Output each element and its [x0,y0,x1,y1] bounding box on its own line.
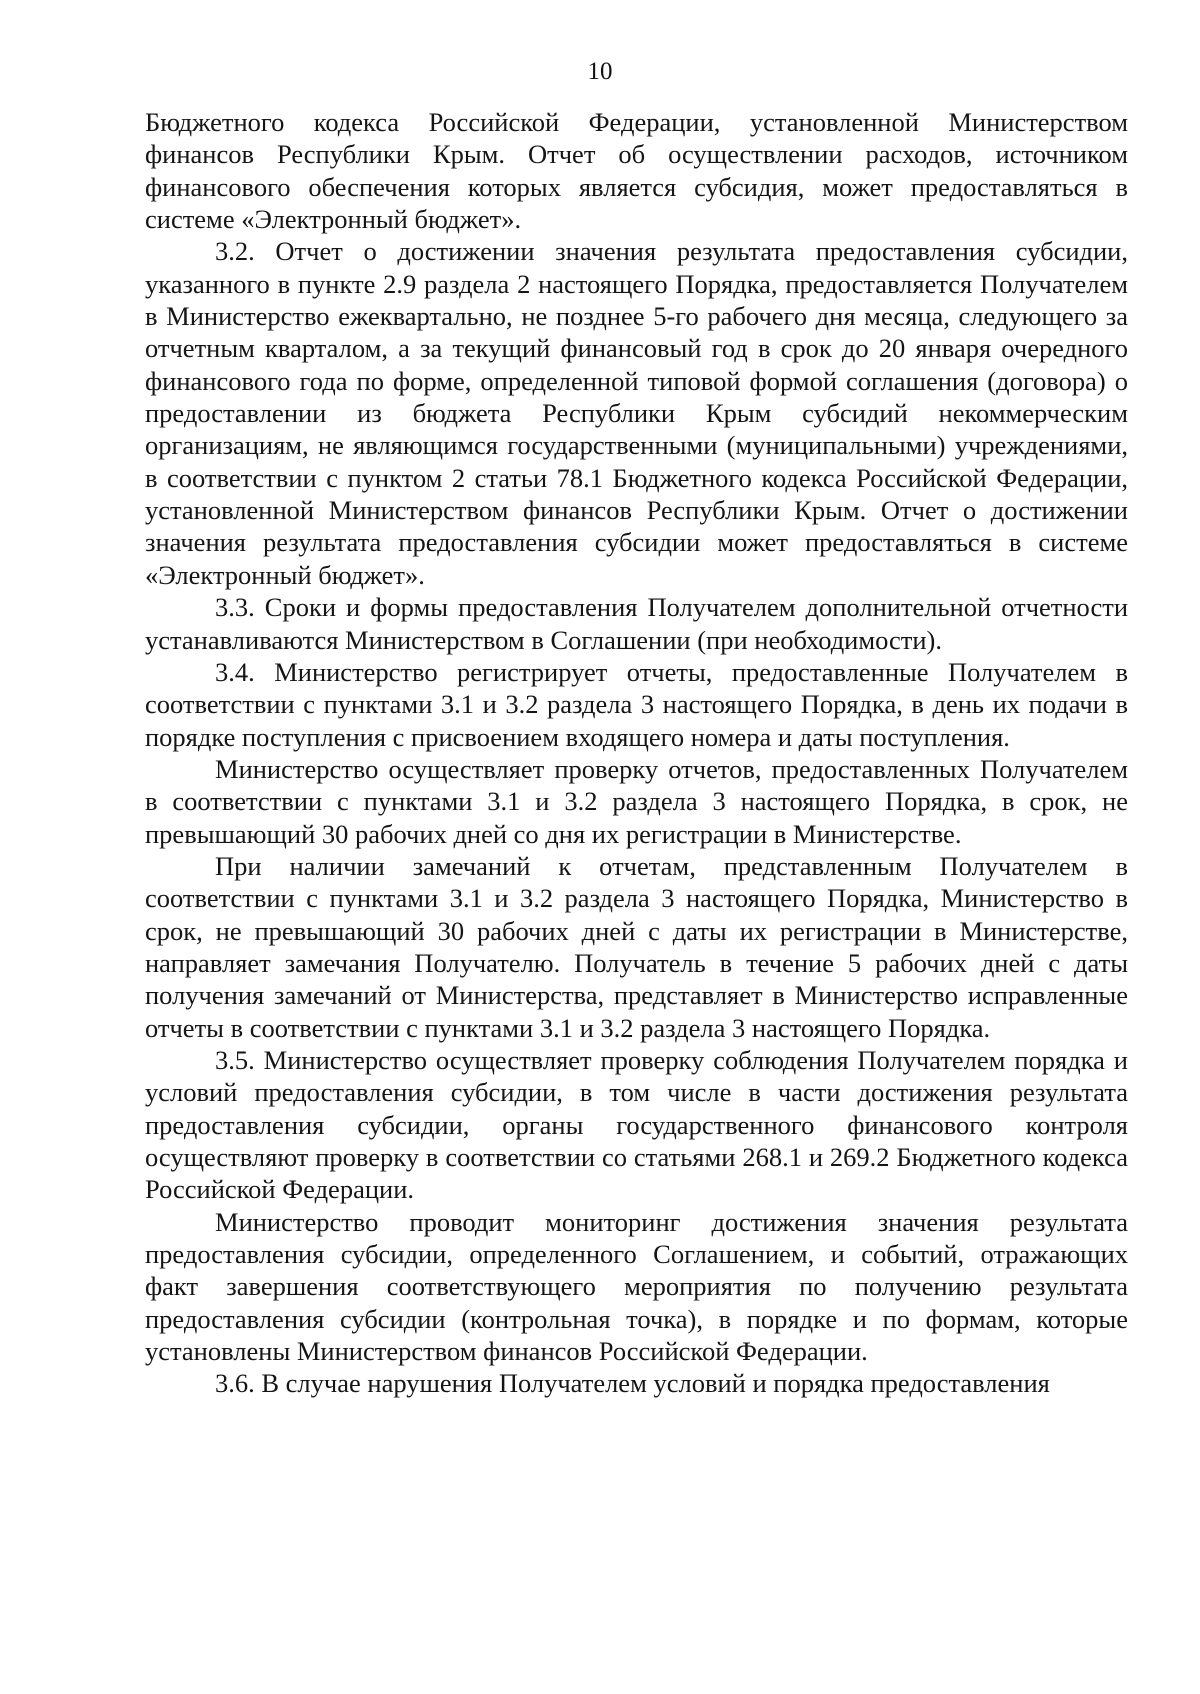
paragraph-report-check: Министерство осуществляет проверку отчетов, предоставленных Получателем в соответствии с пунктами 3.1 и 3.2 раздела 3 настоящего Порядка, в срок, не превышающий 30 рабочих дней со дня их регистрации в Министерстве. [145,753,1128,849]
page-number: 10 [587,58,613,85]
paragraph-3-5: 3.5. Министерство осуществляет проверку соблюдения Получателем порядка и условий предоставления субсидии, в том числе в части достижения результата предоставления субсидии, органы государственного финансового контроля осуществляют проверку в соответствии со статьями 268.1 и 269.2 Бюджетного кодекса Российской Федерации. [145,1044,1128,1205]
paragraph-3-2: 3.2. Отчет о достижении значения результата предоставления субсидии, указанного в пункте 2.9 раздела 2 настоящего Порядка, предоставляется Получателем в Министерство ежеквартально, не позднее 5-го рабочего дня месяца, следующего за отчетным кварталом, а за текущий финансовый год в срок до 20 января очередного финансового года по форме, определенной типовой формой соглашения (договора) о предоставлении из бюджета Республики Крым субсидий некоммерческим организациям, не являющимся государственными (муниципальными) учреждениями, в соответствии с пунктом 2 статьи 78.1 Бюджетного кодекса Российской Федерации, установленной Министерством финансов Республики Крым. Отчет о достижении значения результата предоставления субсидии может предоставляться в системе «Электронный бюджет». [145,236,1128,590]
paragraph-continuation: Бюджетного кодекса Российской Федерации, установленной Министерством финансов Республики Крым. Отчет об осуществлении расходов, источником финансового обеспечения которых является субсидия, может предоставляться в системе «Электронный бюджет». [145,107,1128,235]
document-body [145,106,1128,1400]
paragraph-monitoring: Министерство проводит мониторинг достижения значения результата предоставления субсидии, определенного Соглашением, и событий, отражающих факт завершения соответствующего мероприятия по получению результата предоставления субсидии (контрольная точка), в порядке и по формам, которые установлены Министерством финансов Российской Федерации. [145,1206,1128,1367]
paragraph-3-3: 3.3. Сроки и формы предоставления Получателем дополнительной отчетности устанавливаются Министерством в Соглашении (при необходимости). [145,592,1128,655]
paragraph-remarks: При наличии замечаний к отчетам, представленным Получателем в соответствии с пунктами 3.1 и 3.2 раздела 3 настоящего Порядка, Министерство в срок, не превышающий 30 рабочих дней с даты их регистрации в Министерстве, направляет замечания Получателю. Получатель в течение 5 рабочих дней с даты получения замечаний от Министерства, представляет в Министерство исправленные отчеты в соответствии с пунктами 3.1 и 3.2 раздела 3 настоящего Порядка. [145,850,1128,1043]
paragraph-3-6: 3.6. В случае нарушения Получателем условий и порядка предоставления [215,1368,1050,1399]
paragraph-3-4: 3.4. Министерство регистрирует отчеты, предоставленные Получателем в соответствии с пунктами 3.1 и 3.2 раздела 3 настоящего Порядка, в день их подачи в порядке поступления с присвоением входящего номера и даты поступления. [145,656,1128,752]
